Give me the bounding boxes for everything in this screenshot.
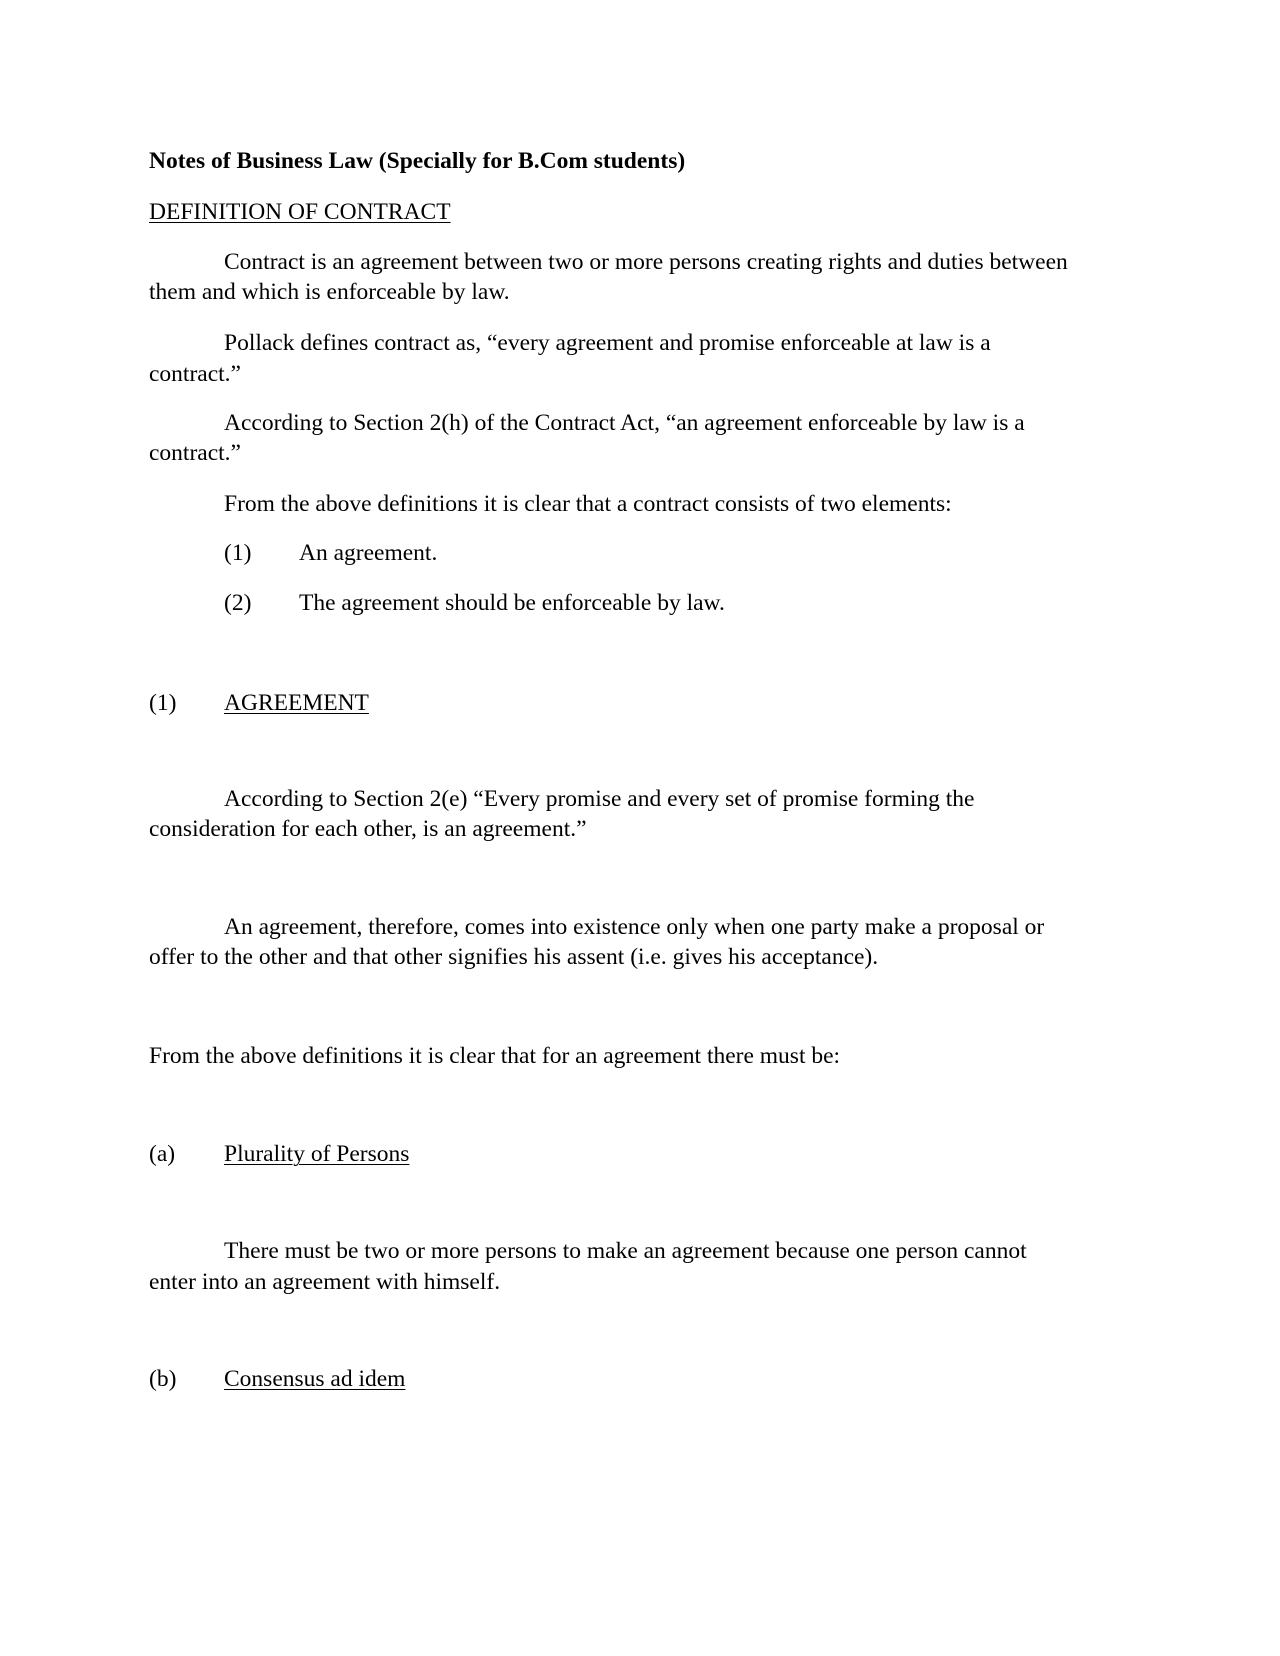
subsection-heading: Consensus ad idem: [224, 1366, 406, 1392]
subsection-letter: (b): [149, 1366, 177, 1392]
para3-line2: contract.”: [149, 440, 241, 466]
para7: From the above definitions it is clear that for an agreement there must be:: [149, 1043, 841, 1069]
para8-line2: enter into an agreement with himself.: [149, 1269, 501, 1295]
subsection-heading: Plurality of Persons: [224, 1141, 410, 1167]
list-item-text: An agreement.: [299, 540, 438, 566]
para6-line2: offer to the other and that other signifies his assent (i.e. gives his acceptance).: [149, 944, 879, 970]
para6-line1: An agreement, therefore, comes into existence only when one party make a proposal or: [224, 914, 1045, 940]
list-item-number: (1): [224, 540, 252, 566]
para4: From the above definitions it is clear that a contract consists of two elements:: [224, 491, 952, 517]
subsection-letter: (a): [149, 1141, 176, 1167]
document-title: Notes of Business Law (Specially for B.Com students): [149, 148, 686, 174]
para2-line2: contract.”: [149, 361, 241, 387]
para1-line2: them and which is enforceable by law.: [149, 279, 510, 305]
list-item-number: (2): [224, 590, 252, 616]
para8-line1: There must be two or more persons to make an agreement because one person cannot: [224, 1238, 1027, 1264]
para2-line1: Pollack defines contract as, “every agreement and promise enforceable at law is a: [224, 330, 991, 356]
list-item-text: The agreement should be enforceable by law.: [299, 590, 725, 616]
para1-line1: Contract is an agreement between two or more persons creating rights and duties between: [224, 249, 1068, 275]
section-number: (1): [149, 690, 177, 716]
para5-line2: consideration for each other, is an agreement.”: [149, 816, 587, 842]
para3-line1: According to Section 2(h) of the Contract Act, “an agreement enforceable by law is a: [224, 410, 1025, 436]
para5-line1: According to Section 2(e) “Every promise and every set of promise forming the: [224, 786, 975, 812]
section-heading: AGREEMENT: [224, 690, 369, 716]
definition-heading: DEFINITION OF CONTRACT: [149, 199, 451, 225]
